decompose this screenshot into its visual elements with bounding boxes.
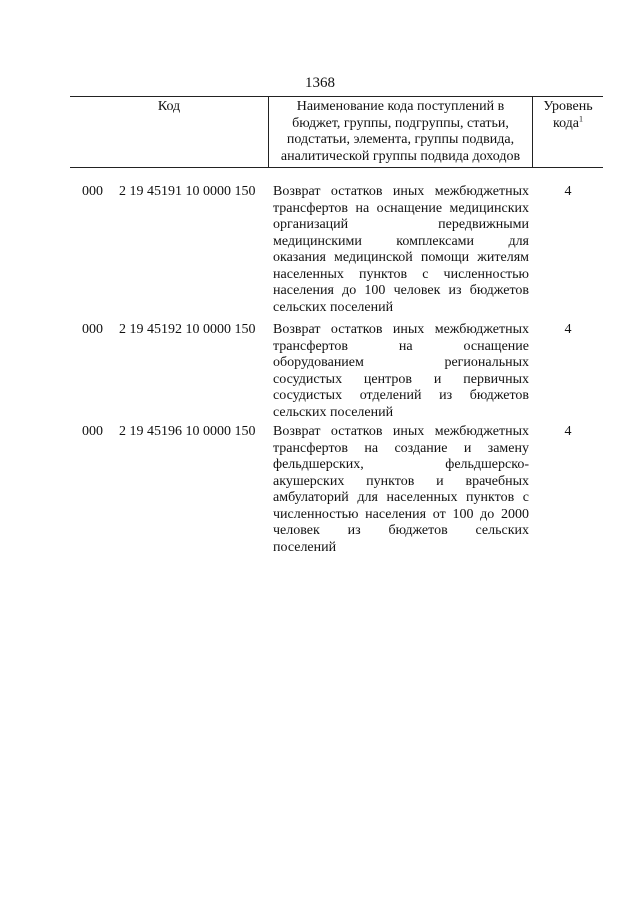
name-line: фельдшерских, фельдшерско- xyxy=(273,457,529,472)
revenue-code: 2 19 45192 10 0000 150 xyxy=(119,322,256,337)
name-line: акушерских пунктов и врачебных xyxy=(273,473,529,489)
admin-code: 000 xyxy=(82,322,103,337)
revenue-code: 2 19 45191 10 0000 150 xyxy=(119,184,256,199)
revenue-name xyxy=(273,322,529,421)
code-level: 4 xyxy=(564,184,572,199)
name-line: оборудованием региональных xyxy=(273,355,529,370)
header-name-line: аналитической группы подвида доходов xyxy=(280,148,521,164)
name-line: сельских поселений xyxy=(273,299,394,315)
name-line: медицинскими комплексами для xyxy=(273,233,529,249)
code-level: 4 xyxy=(564,424,572,439)
header-name-line: бюджет, группы, подгруппы, статьи, xyxy=(292,115,509,131)
name-line: организаций передвижными xyxy=(273,217,529,232)
name-line: оказания медицинской помощи жителям xyxy=(273,250,529,265)
table-header xyxy=(70,96,603,168)
admin-code: 000 xyxy=(82,424,103,439)
page-number: 1368 xyxy=(305,75,335,91)
header-name-line: Наименование кода поступлений в xyxy=(296,99,505,114)
revenue-code: 2 19 45196 10 0000 150 xyxy=(119,424,256,439)
header-level-word: кода xyxy=(552,115,580,131)
name-line: населенных пунктов с численностью xyxy=(273,266,529,282)
admin-code: 000 xyxy=(82,184,103,199)
name-line: сосудистых отделений из бюджетов xyxy=(273,388,529,403)
name-line: амбулаторий для населенных пунктов с xyxy=(273,490,529,505)
header-level-line: Уровень xyxy=(543,99,593,114)
name-line: Возврат остатков иных межбюджетных xyxy=(273,322,529,337)
name-line: численностью населения от 100 до 2000 xyxy=(273,506,529,522)
name-line: трансфертов на оснащение медицинских xyxy=(273,200,529,216)
header-code-label: Код xyxy=(157,99,181,114)
name-line: Возврат остатков иных межбюджетных xyxy=(273,424,529,439)
name-line: поселений xyxy=(273,539,337,555)
header-name-line: подстатьи, элемента, группы подвида, xyxy=(286,132,515,147)
name-line: трансфертов на оснащение xyxy=(273,338,529,354)
header-level-line xyxy=(533,113,603,133)
code-level: 4 xyxy=(564,322,572,337)
revenue-name xyxy=(273,184,529,316)
name-line: Возврат остатков иных межбюджетных xyxy=(273,184,529,199)
header-level xyxy=(533,99,603,132)
header-name xyxy=(269,99,532,165)
name-line: сосудистых центров и первичных xyxy=(273,371,529,387)
revenue-name xyxy=(273,424,529,556)
name-line: сельских поселений xyxy=(273,404,394,420)
name-line: трансфертов на создание и замену xyxy=(273,440,529,456)
header-code xyxy=(70,99,268,116)
name-line: населения до 100 человек из бюджетов xyxy=(273,283,529,298)
name-line: человек из бюджетов сельских xyxy=(273,523,529,538)
footnote-marker: 1 xyxy=(579,113,584,123)
